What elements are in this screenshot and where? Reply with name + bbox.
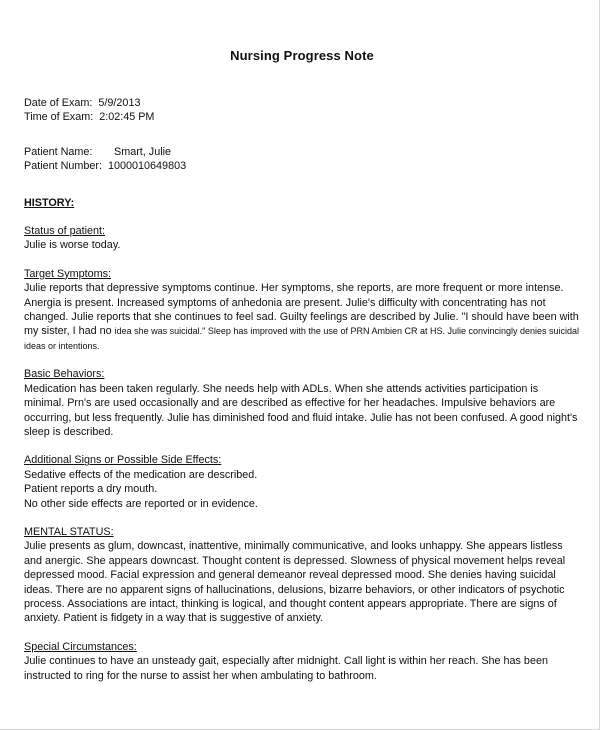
exam-date-label: Date of Exam: (24, 97, 93, 109)
basic-behaviors-text: Medication has been taken regularly. She needs help with ADLs. When she attends activities participation is minimal. Prn's are used occasionally and are described as effective for her headaches. Impulsive behaviors are occurring, but less frequently. Julie has diminished food and fluid intake. Julie has not been confused. A good night's sleep is described. (24, 382, 578, 438)
target-symptoms-text-small: idea she was suicidal." Sleep has improved with the use of PRN Ambien CR at HS. Julie convincingly denies suicidal ideas or intentions. (24, 326, 580, 351)
patient-number-value: 1000010649803 (108, 160, 187, 173)
target-symptoms-text (24, 281, 580, 353)
special-circumstances-section (24, 640, 580, 683)
exam-time-value: 2:02:45 PM (99, 111, 155, 124)
exam-date-row (24, 96, 580, 110)
exam-time-row (24, 110, 580, 124)
status-text: Julie is worse today. (24, 239, 121, 252)
progress-note-document (24, 48, 580, 683)
patient-name-row (24, 145, 580, 159)
status-section (24, 224, 580, 253)
patient-name-label: Patient Name: (24, 145, 93, 158)
side-effects-heading: Additional Signs or Possible Side Effects: (24, 454, 222, 467)
side-effects-line: Sedative effects of the medication are described. (24, 468, 258, 481)
special-circumstances-heading: Special Circumstances: (24, 640, 137, 653)
mental-status-heading: MENTAL STATUS: (24, 525, 114, 538)
exam-date-value: 5/9/2013 (98, 97, 141, 109)
patient-name-value: Smart, Julie (114, 145, 171, 158)
mental-status-text: Julie presents as glum, downcast, inattentive, minimally communicative, and looks unhappy. She appears listless and anergic. She appears downcast. Thought content is depressed. Slowness of physical movement helps reveal depressed mood. Facial expression and general demeanor reveal depressed mood. She denies having suicidal ideas. There are no apparent signs of hallucinations, delusions, bizarre behaviors, or other indicators of psychotic process. Associations are intact, thinking is logical, and thought content appears appropriate. There are signs of anxiety. Patient is fidgety in a way that is suggestive of anxiety. (24, 540, 566, 625)
status-heading: Status of patient: (24, 225, 106, 238)
mental-status-section (24, 525, 580, 626)
target-symptoms-text-main: Julie reports that depressive symptoms continue. Her symptoms, she reports, are more frequent or more intense. Anergia is present. Increased symptoms of anhedonia are present. Julie's difficulty with concentrating has not changed. Julie reports that she continues to feel sad. Guilty feelings are described by Julie. "I should have been with my sister, I had no (24, 282, 579, 338)
basic-behaviors-section (24, 367, 580, 439)
target-symptoms-heading: Target Symptoms: (24, 267, 112, 280)
side-effects-section (24, 453, 580, 511)
patient-number-label: Patient Number: (24, 160, 103, 173)
target-symptoms-section (24, 267, 580, 353)
side-effects-line: Patient reports a dry mouth. (24, 483, 158, 496)
basic-behaviors-heading: Basic Behaviors: (24, 368, 105, 381)
exam-time-label: Time of Exam: (24, 111, 94, 124)
special-circumstances-text: Julie continues to have an unsteady gait, especially after midnight. Call light is within her reach. She has been instructed to ring for the nurse to assist her when ambulating to bathroom. (24, 655, 548, 682)
history-heading: HISTORY: (24, 196, 75, 209)
document-title: Nursing Progress Note (230, 48, 374, 63)
side-effects-line: No other side effects are reported or in evidence. (24, 497, 258, 510)
patient-number-row (24, 159, 580, 173)
exam-info (24, 96, 580, 125)
patient-info (24, 145, 580, 174)
